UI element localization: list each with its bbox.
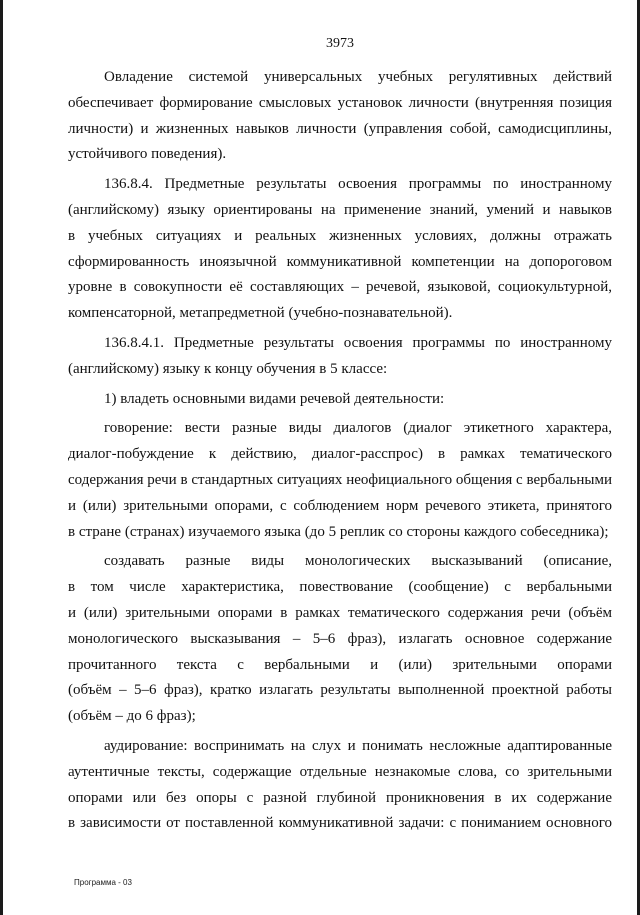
text-line: в зависимости от поставленной коммуникативной задачи: с пониманием основного — [68, 815, 612, 832]
text-line: содержания речи в стандартных ситуациях неофициального общения с вербальными — [68, 471, 612, 488]
text-line: создавать разные виды монологических высказываний (описание, — [104, 553, 612, 570]
text-line: (объём – до 6 фраз); — [68, 708, 196, 725]
text-line: уровне в совокупности её составляющих – речевой, языковой, социокультурной, — [68, 279, 612, 296]
paragraph — [68, 549, 612, 730]
text-line: обеспечивает формирование смысловых установок личности (внутренняя позиция — [68, 94, 612, 111]
paragraph — [68, 416, 612, 545]
text-line: 136.8.4.1. Предметные результаты освоения программы по иностранному — [104, 334, 612, 351]
text-line: Овладение системой универсальных учебных регулятивных действий — [104, 69, 612, 85]
document-body — [68, 65, 612, 837]
text-line: сформированность иноязычной коммуникативной компетенции на допороговом — [68, 253, 612, 270]
text-line: 136.8.4. Предметные результаты освоения программы по иностранному — [104, 176, 612, 193]
text-line: и (или) зрительными опорами, с соблюдением норм речевого этикета, принятого — [68, 497, 612, 514]
text-line: личности) и жизненных навыков личности (управления собой, самодисциплины, — [68, 120, 612, 137]
paragraph — [68, 65, 612, 168]
paragraph — [68, 331, 612, 383]
text-line: аутентичные тексты, содержащие отдельные незнакомые слова, со зрительными — [68, 763, 612, 780]
text-line: и (или) зрительными опорами в рамках тематического содержания речи (объём — [68, 604, 612, 621]
paragraph — [68, 734, 612, 837]
text-line: прочитанного текста с вербальными и (или) зрительными опорами — [68, 656, 612, 673]
page-number: 3973 — [326, 36, 354, 51]
text-line: (объём – 5–6 фраз), кратко излагать результаты выполненной проектной работы — [68, 682, 612, 699]
page-footer: Программа - 03 — [74, 878, 132, 887]
text-line: аудирование: воспринимать на слух и понимать несложные адаптированные — [104, 737, 612, 754]
text-line: в учебных ситуациях и реальных жизненных условиях, должны отражать — [68, 227, 612, 244]
paragraph — [68, 387, 612, 413]
text-line: опорами или без опоры с разной глубиной проникновения в их содержание — [68, 789, 612, 806]
text-line: диалог-побуждение к действию, диалог-расспрос) в рамках тематического — [68, 446, 612, 463]
text-line: 1) владеть основными видами речевой деятельности: — [104, 390, 445, 407]
text-line: (английскому) языку ориентированы на применение знаний, умений и навыков — [68, 201, 612, 218]
text-line: монологического высказывания – 5–6 фраз), излагать основное содержание — [68, 630, 612, 647]
text-line: устойчивого поведения). — [68, 146, 227, 163]
scan-border-left — [0, 0, 3, 915]
paragraph — [68, 172, 612, 327]
text-line: компенсаторной, метапредметной (учебно-познавательной). — [68, 305, 453, 322]
text-line: (английскому) языку к концу обучения в 5 классе: — [68, 360, 388, 377]
text-line: в стране (странах) изучаемого языка (до 5 реплик со стороны каждого собеседника); — [68, 523, 609, 540]
text-line: говорение: вести разные виды диалогов (диалог этикетного характера, — [104, 420, 612, 437]
text-line: в том числе характеристика, повествование (сообщение) с вербальными — [68, 579, 612, 596]
